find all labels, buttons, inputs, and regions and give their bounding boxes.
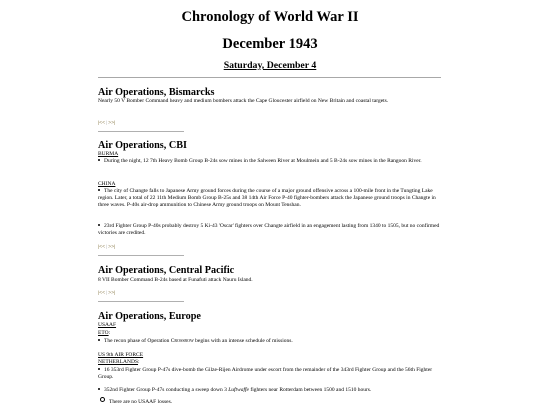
nav-links — [98, 120, 115, 126]
nav-links — [98, 290, 115, 296]
divider — [98, 131, 184, 132]
bullet-icon — [98, 368, 100, 370]
prev-day-link[interactable]: |<< — [98, 244, 105, 250]
bullet-icon — [98, 388, 100, 390]
divider — [98, 77, 441, 78]
china-label: CHINA — [98, 181, 116, 187]
circle-bullet-icon — [100, 397, 105, 402]
bullet-icon — [98, 339, 100, 341]
usaaf-label: USAAF — [98, 322, 117, 328]
prev-day-link[interactable]: |<< — [98, 120, 105, 126]
divider — [98, 255, 184, 256]
bullet-icon — [98, 159, 100, 161]
nav-links — [98, 244, 115, 250]
next-day-link[interactable]: >>| — [108, 244, 116, 250]
list-item: 23rd Fighter Group P-40s probably destroy 5 Ki-43 'Oscar' fighters over Changte airfield in an engagement lasting from 1340 to 1505, but no confirmed victories are credited. — [98, 223, 440, 237]
bismarcks-text: Nearly 50 V Bomber Command heavy and medium bombers attack the Cape Gloucester airfield on New Britain and coastal targets. — [98, 98, 389, 104]
list-item: 352nd Fighter Group P-47s conducting a sweep down 3 Luftwaffe fighters near Rotterdam between 1500 and 1510 hours. — [98, 387, 441, 394]
bullet-icon — [98, 189, 100, 191]
ninth-af-label: US 9th AIR FORCE — [98, 352, 144, 358]
central-pacific-text: 8 VII Bomber Command B-24s based at Funafuti attack Nauru Island. — [98, 277, 253, 283]
next-day-link[interactable]: >>| — [108, 120, 116, 126]
list-item: 16 353rd Fighter Group P-47s dive-bomb the Gilze-Rijen Airdrome under escort from the remainder of the 343rd Fighter Group and the 56th Fighter Group. — [98, 367, 433, 381]
month-heading: December 1943 — [222, 36, 318, 52]
next-day-link[interactable]: >>| — [108, 290, 116, 296]
list-item: The recon phase of Operation Crossbow begins with an intense schedule of missions. — [98, 338, 441, 345]
netherlands-label: NETHERLANDS: — [98, 359, 140, 365]
page-title: Chronology of World War II — [181, 9, 359, 25]
prev-day-link[interactable]: |<< — [98, 290, 105, 296]
list-item: During the night, 12 7th Heavy Bomb Group B-24s sow mines in the Salween River at Moulmein and 5 B-24s sow mines in the Rangoon River. — [98, 158, 441, 165]
section-title-bismarcks: Air Operations, Bismarcks — [98, 87, 215, 98]
nav-separator: | — [106, 244, 107, 250]
day-heading: Saturday, December 4 — [223, 60, 317, 71]
section-title-europe: Air Operations, Europe — [98, 311, 201, 322]
nav-separator: | — [106, 290, 107, 296]
burma-label: BURMA — [98, 151, 119, 157]
eto-label: ETO: — [98, 330, 111, 336]
bullet-icon — [98, 224, 100, 226]
divider — [98, 301, 184, 302]
section-title-cbi: Air Operations, CBI — [98, 140, 187, 151]
nav-separator: | — [106, 120, 107, 126]
section-title-central-pacific: Air Operations, Central Pacific — [98, 265, 235, 276]
list-item: The city of Changte falls to Japanese Army ground forces during the course of a major ground offensive across a 100-mile front in the Tungting Lake region. Later, a total of 22 11th Medium Bomb Group B-25s and 38 14th Air Force P-40 fighter-bombers attack the Japanese ground troops in Changte in three waves. P-40s air-drop ammunition to Chinese Army ground troops on Mount Tenshan. — [98, 188, 436, 209]
sub-list-item: There are no USAAF losses. — [100, 397, 443, 406]
